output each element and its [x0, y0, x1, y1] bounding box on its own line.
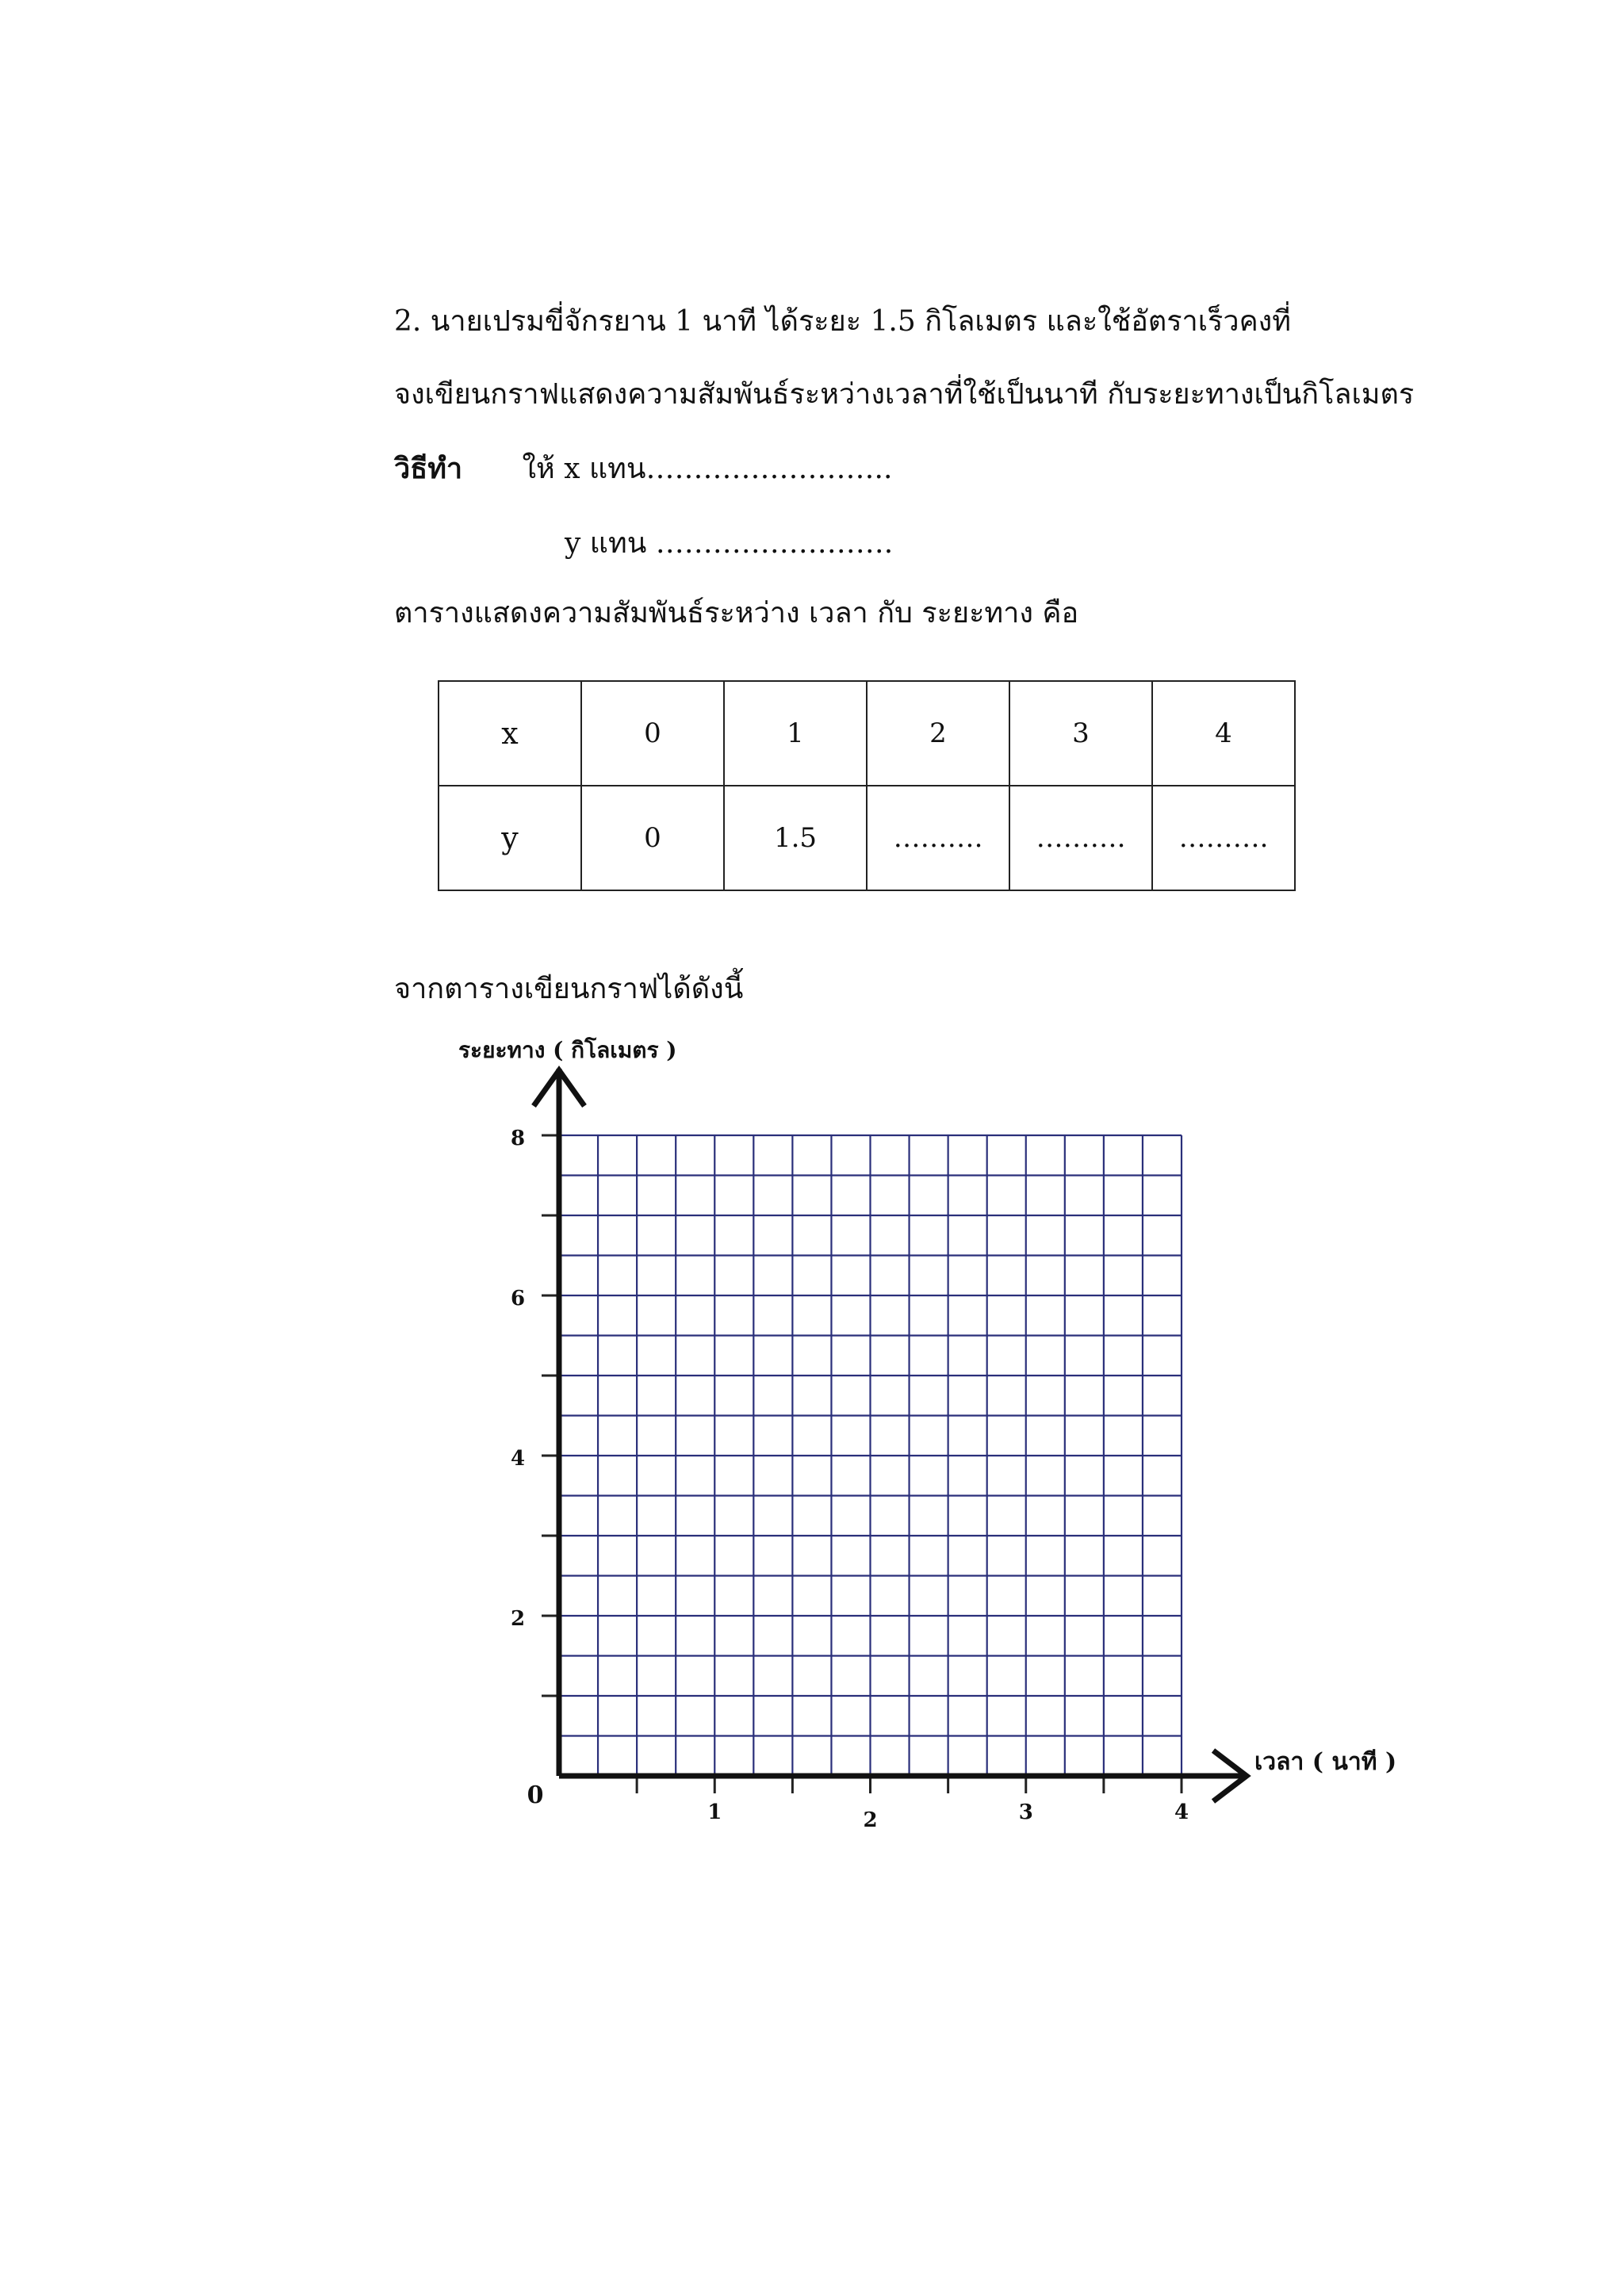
y-tick-label: 6 [510, 1287, 526, 1311]
x-value-cell: 3 [1009, 681, 1152, 786]
y-tick-label: 8 [510, 1127, 526, 1150]
table-caption: ตารางแสดงความสัมพันธ์ระหว่าง เวลา กับ ระยะทาง คือ [394, 597, 1079, 629]
x-definition: ให้ x แทน…………………….. [522, 453, 893, 485]
x-value-cell: 4 [1152, 681, 1295, 786]
y-value-cell: ………. [1009, 786, 1152, 890]
x-value-cell: 1 [724, 681, 867, 786]
graph-caption: จากตารางเขียนกราฟได้ดังนี้ [394, 973, 744, 1005]
axis-labels [458, 1036, 1396, 1832]
y-value-cell: ………. [867, 786, 1009, 890]
y-value-cell: 1.5 [724, 786, 867, 890]
x-tick-label: 3 [1018, 1800, 1033, 1824]
x-tick-label: 4 [1174, 1800, 1189, 1824]
origin-label: 0 [527, 1781, 544, 1809]
question-line-1: 2. นายเปรมขี่จักรยาน 1 นาที ได้ระยะ 1.5 กิโลเมตร และใช้อัตราเร็วคงที่ [394, 305, 1291, 338]
y-value-cell: 0 [581, 786, 724, 890]
y-tick-label: 2 [510, 1607, 526, 1631]
x-value-cell: 0 [581, 681, 724, 786]
y-axis-title: ระยะทาง ( กิโลเมตร ) [458, 1037, 677, 1063]
method-label: วิธีทำ [394, 452, 463, 485]
x-axis-title: เวลา ( นาที ) [1254, 1748, 1397, 1776]
grid [559, 1135, 1182, 1776]
axes [534, 1069, 1247, 1801]
x-tick-label: 2 [863, 1808, 878, 1832]
x-header-cell: x [439, 681, 581, 786]
y-tick-label: 4 [510, 1447, 526, 1471]
x-value-cell: 2 [867, 681, 1009, 786]
y-definition: y แทน ……………………. [565, 527, 894, 560]
y-value-cell: ………. [1152, 786, 1295, 890]
x-tick-label: 1 [707, 1800, 722, 1824]
question-line-2: จงเขียนกราฟแสดงความสัมพันธ์ระหว่างเวลาที่ใช้เป็นนาที กับระยะทางเป็นกิโลเมตร [394, 378, 1415, 411]
y-header-cell: y [439, 786, 581, 890]
